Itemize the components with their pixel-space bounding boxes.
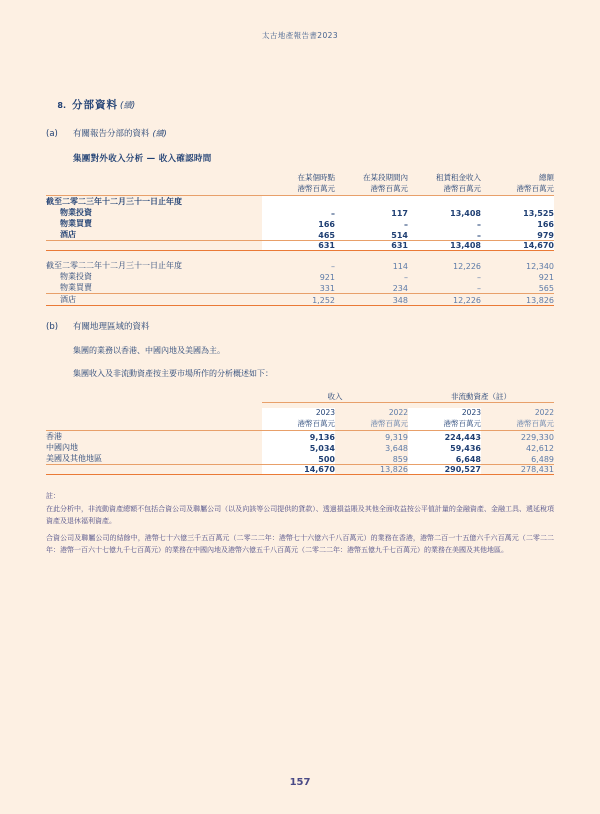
table-spacer bbox=[46, 250, 554, 260]
page-number: 157 bbox=[289, 777, 311, 788]
table-total-row bbox=[46, 293, 554, 305]
cell-value: 3,648 bbox=[385, 443, 408, 453]
group-header-non-current-assets: 非流動資產（註） bbox=[451, 391, 511, 401]
cell-value: – bbox=[477, 283, 481, 293]
column-header-line2: 港幣百萬元 bbox=[370, 183, 408, 193]
table-row bbox=[46, 207, 554, 218]
column-header-line1: 租賃租金收入 bbox=[436, 173, 481, 182]
cell-value: 42,612 bbox=[526, 443, 554, 453]
column-header-assets-2022 bbox=[481, 408, 554, 430]
column-header-line2: 港幣百萬元 bbox=[516, 418, 554, 428]
row-label-hotels: 酒店 bbox=[60, 229, 76, 239]
total-value: 14,670 bbox=[262, 464, 335, 474]
column-header-revenue-2023 bbox=[262, 408, 335, 430]
column-header-line2: 港幣百萬元 bbox=[297, 418, 335, 428]
cell-value: – bbox=[477, 272, 481, 282]
column-header-line1: 2023 bbox=[315, 407, 335, 417]
column-header-assets-2023 bbox=[408, 408, 481, 430]
footnote-title: 註： bbox=[46, 491, 60, 500]
cell-value: 921 bbox=[538, 272, 554, 282]
table-total-row bbox=[46, 464, 554, 474]
page-content bbox=[46, 96, 554, 562]
year-2023-heading: 截至二零二三年十二月三十一日止年度 bbox=[46, 196, 182, 206]
row-label-property-trading: 物業買賣 bbox=[60, 218, 92, 228]
column-header-point-in-time bbox=[262, 173, 335, 195]
total-value: 290,527 bbox=[408, 464, 481, 474]
subsection-a-label: (a) bbox=[46, 129, 58, 139]
note-continued-marker: (續) bbox=[120, 100, 136, 111]
footnotes-block bbox=[46, 491, 554, 557]
column-header-line1: 在某個時點 bbox=[297, 173, 335, 182]
cell-value: – bbox=[408, 218, 481, 229]
cell-value: 12,340 bbox=[526, 261, 554, 271]
cell-value: – bbox=[408, 229, 481, 240]
table-row bbox=[46, 282, 554, 293]
group-header-revenue: 收入 bbox=[327, 391, 343, 401]
running-header: 太古地產報告書2023 bbox=[262, 31, 338, 40]
total-value: 631 bbox=[262, 240, 335, 250]
note-number: 8. bbox=[57, 100, 66, 110]
cell-value: 6,489 bbox=[531, 454, 554, 464]
row-label-property-investment: 物業投資 bbox=[60, 271, 92, 281]
total-value: 14,670 bbox=[481, 240, 554, 250]
column-header-revenue-2022 bbox=[335, 408, 408, 430]
row-label-property-trading: 物業買賣 bbox=[60, 282, 92, 292]
column-header-total bbox=[481, 173, 554, 195]
cell-value: 921 bbox=[319, 272, 335, 282]
table-row bbox=[46, 271, 554, 282]
cell-value: 5,034 bbox=[262, 442, 335, 453]
total-value: 13,408 bbox=[408, 240, 481, 250]
subsection-b-label: (b) bbox=[46, 321, 59, 332]
column-header-line2: 港幣百萬元 bbox=[443, 418, 481, 428]
cell-value: 331 bbox=[319, 283, 335, 293]
cell-value: 12,226 bbox=[453, 261, 481, 271]
table-row bbox=[46, 218, 554, 229]
cell-value: 114 bbox=[392, 261, 408, 271]
column-header-line2: 港幣百萬元 bbox=[297, 183, 335, 193]
table-row bbox=[46, 260, 554, 271]
row-label-hotels: 酒店 bbox=[60, 294, 76, 304]
column-header-line2: 港幣百萬元 bbox=[370, 418, 408, 428]
column-header-line1: 2022 bbox=[388, 407, 408, 417]
year-2022-heading: 截至二零二二年十二月三十一日止年度 bbox=[46, 260, 182, 270]
cell-value: 166 bbox=[481, 218, 554, 229]
cell-value: 117 bbox=[335, 207, 408, 218]
cell-value: 59,436 bbox=[408, 442, 481, 453]
cell-value: 859 bbox=[392, 454, 408, 464]
cell-value: 9,136 bbox=[262, 431, 335, 442]
column-header-lease-rental-income bbox=[408, 173, 481, 195]
cell-value: 229,330 bbox=[520, 432, 554, 442]
cell-value: – bbox=[262, 207, 335, 218]
total-value: 278,431 bbox=[520, 464, 554, 474]
column-header-line1: 2023 bbox=[461, 407, 481, 417]
cell-value: 166 bbox=[262, 218, 335, 229]
table-total-row bbox=[46, 240, 554, 250]
column-header-line1: 2022 bbox=[534, 407, 554, 417]
geographic-group-header-row bbox=[46, 391, 554, 402]
footnote-paragraph-1: 在此分析中，非流動資產總額不包括合資公司及聯屬公司（以及向該等公司提供的貸款）、透過損益賬及其他全面收益按公平值計量的金融資產、金融工具、遞延稅項資產及退休福利資產。 bbox=[46, 505, 554, 525]
cell-value: 9,319 bbox=[385, 432, 408, 442]
table-rule bbox=[46, 474, 554, 475]
subsection-b-text: 有關地理區域的資料 bbox=[73, 321, 150, 332]
subsection-a-continued-marker: (續) bbox=[152, 129, 167, 138]
table-row bbox=[46, 431, 554, 442]
row-label-property-investment: 物業投資 bbox=[60, 207, 92, 217]
note-heading bbox=[46, 96, 554, 114]
row-label-usa-and-others: 美國及其他地區 bbox=[46, 453, 102, 463]
column-header-line1: 總額 bbox=[539, 173, 554, 182]
cell-value: – bbox=[335, 218, 408, 229]
cell-value: 565 bbox=[538, 283, 554, 293]
note-title: 分部資料 bbox=[72, 98, 118, 111]
table-rule bbox=[46, 305, 554, 306]
subsection-b-paragraph-2: 集團收入及非流動資產按主要市場所作的分析概述如下： bbox=[73, 368, 273, 378]
table-row bbox=[46, 229, 554, 240]
total-value: 13,826 bbox=[380, 464, 408, 474]
footnote-paragraph-2: 合資公司及聯屬公司的結餘中，港幣七十六億三千五百萬元（二零二二年：港幣七十六億六千八百萬元）的業務在香港，港幣二百一十五億六千六百萬元（二零二二年：港幣一百六十七億九千七百萬元）的業務在中國內地及港幣六億五千八百萬元（二零二二年：港幣五億九千七百萬元）的業務在美國及其他地區。 bbox=[46, 534, 554, 554]
revenue-analysis-table bbox=[46, 173, 554, 306]
row-label-hong-kong: 香港 bbox=[46, 431, 62, 441]
table-row bbox=[46, 196, 554, 207]
column-header-line1: 在某段期間內 bbox=[363, 173, 408, 182]
cell-value: 514 bbox=[335, 229, 408, 240]
cell-value: 979 bbox=[481, 229, 554, 240]
cell-value: 6,648 bbox=[408, 453, 481, 464]
cell-value: 13,408 bbox=[408, 207, 481, 218]
cell-value: 500 bbox=[262, 453, 335, 464]
cell-value: 224,443 bbox=[408, 431, 481, 442]
subsection-b-paragraph-1: 集團的業務以香港、中國內地及美國為主。 bbox=[73, 345, 225, 355]
revenue-table-title: 集團對外收入分析 — 收入確認時間 bbox=[73, 154, 212, 164]
row-label-chinese-mainland: 中國內地 bbox=[46, 442, 78, 452]
column-header-line2: 港幣百萬元 bbox=[443, 183, 481, 193]
column-header-line2: 港幣百萬元 bbox=[516, 183, 554, 193]
subsection-a-text: 有關報告分部的資料 bbox=[73, 129, 150, 139]
cell-value: – bbox=[404, 272, 408, 282]
total-value: 631 bbox=[335, 240, 408, 250]
cell-value: – bbox=[331, 261, 335, 271]
cell-value: 234 bbox=[392, 283, 408, 293]
cell-value: 13,525 bbox=[481, 207, 554, 218]
table-row bbox=[46, 453, 554, 464]
subsection-a-heading bbox=[46, 127, 554, 139]
column-header-over-time bbox=[335, 173, 408, 195]
geographic-analysis-table bbox=[46, 391, 554, 475]
geographic-table-header-row bbox=[46, 408, 554, 430]
total-value: 13,826 bbox=[526, 295, 554, 305]
revenue-table-header-row bbox=[46, 173, 554, 195]
cell-value: 465 bbox=[262, 229, 335, 240]
total-value: 348 bbox=[392, 295, 408, 305]
table-row bbox=[46, 442, 554, 453]
subsection-b-heading bbox=[46, 320, 554, 332]
total-value: 1,252 bbox=[312, 295, 335, 305]
total-value: 12,226 bbox=[453, 295, 481, 305]
